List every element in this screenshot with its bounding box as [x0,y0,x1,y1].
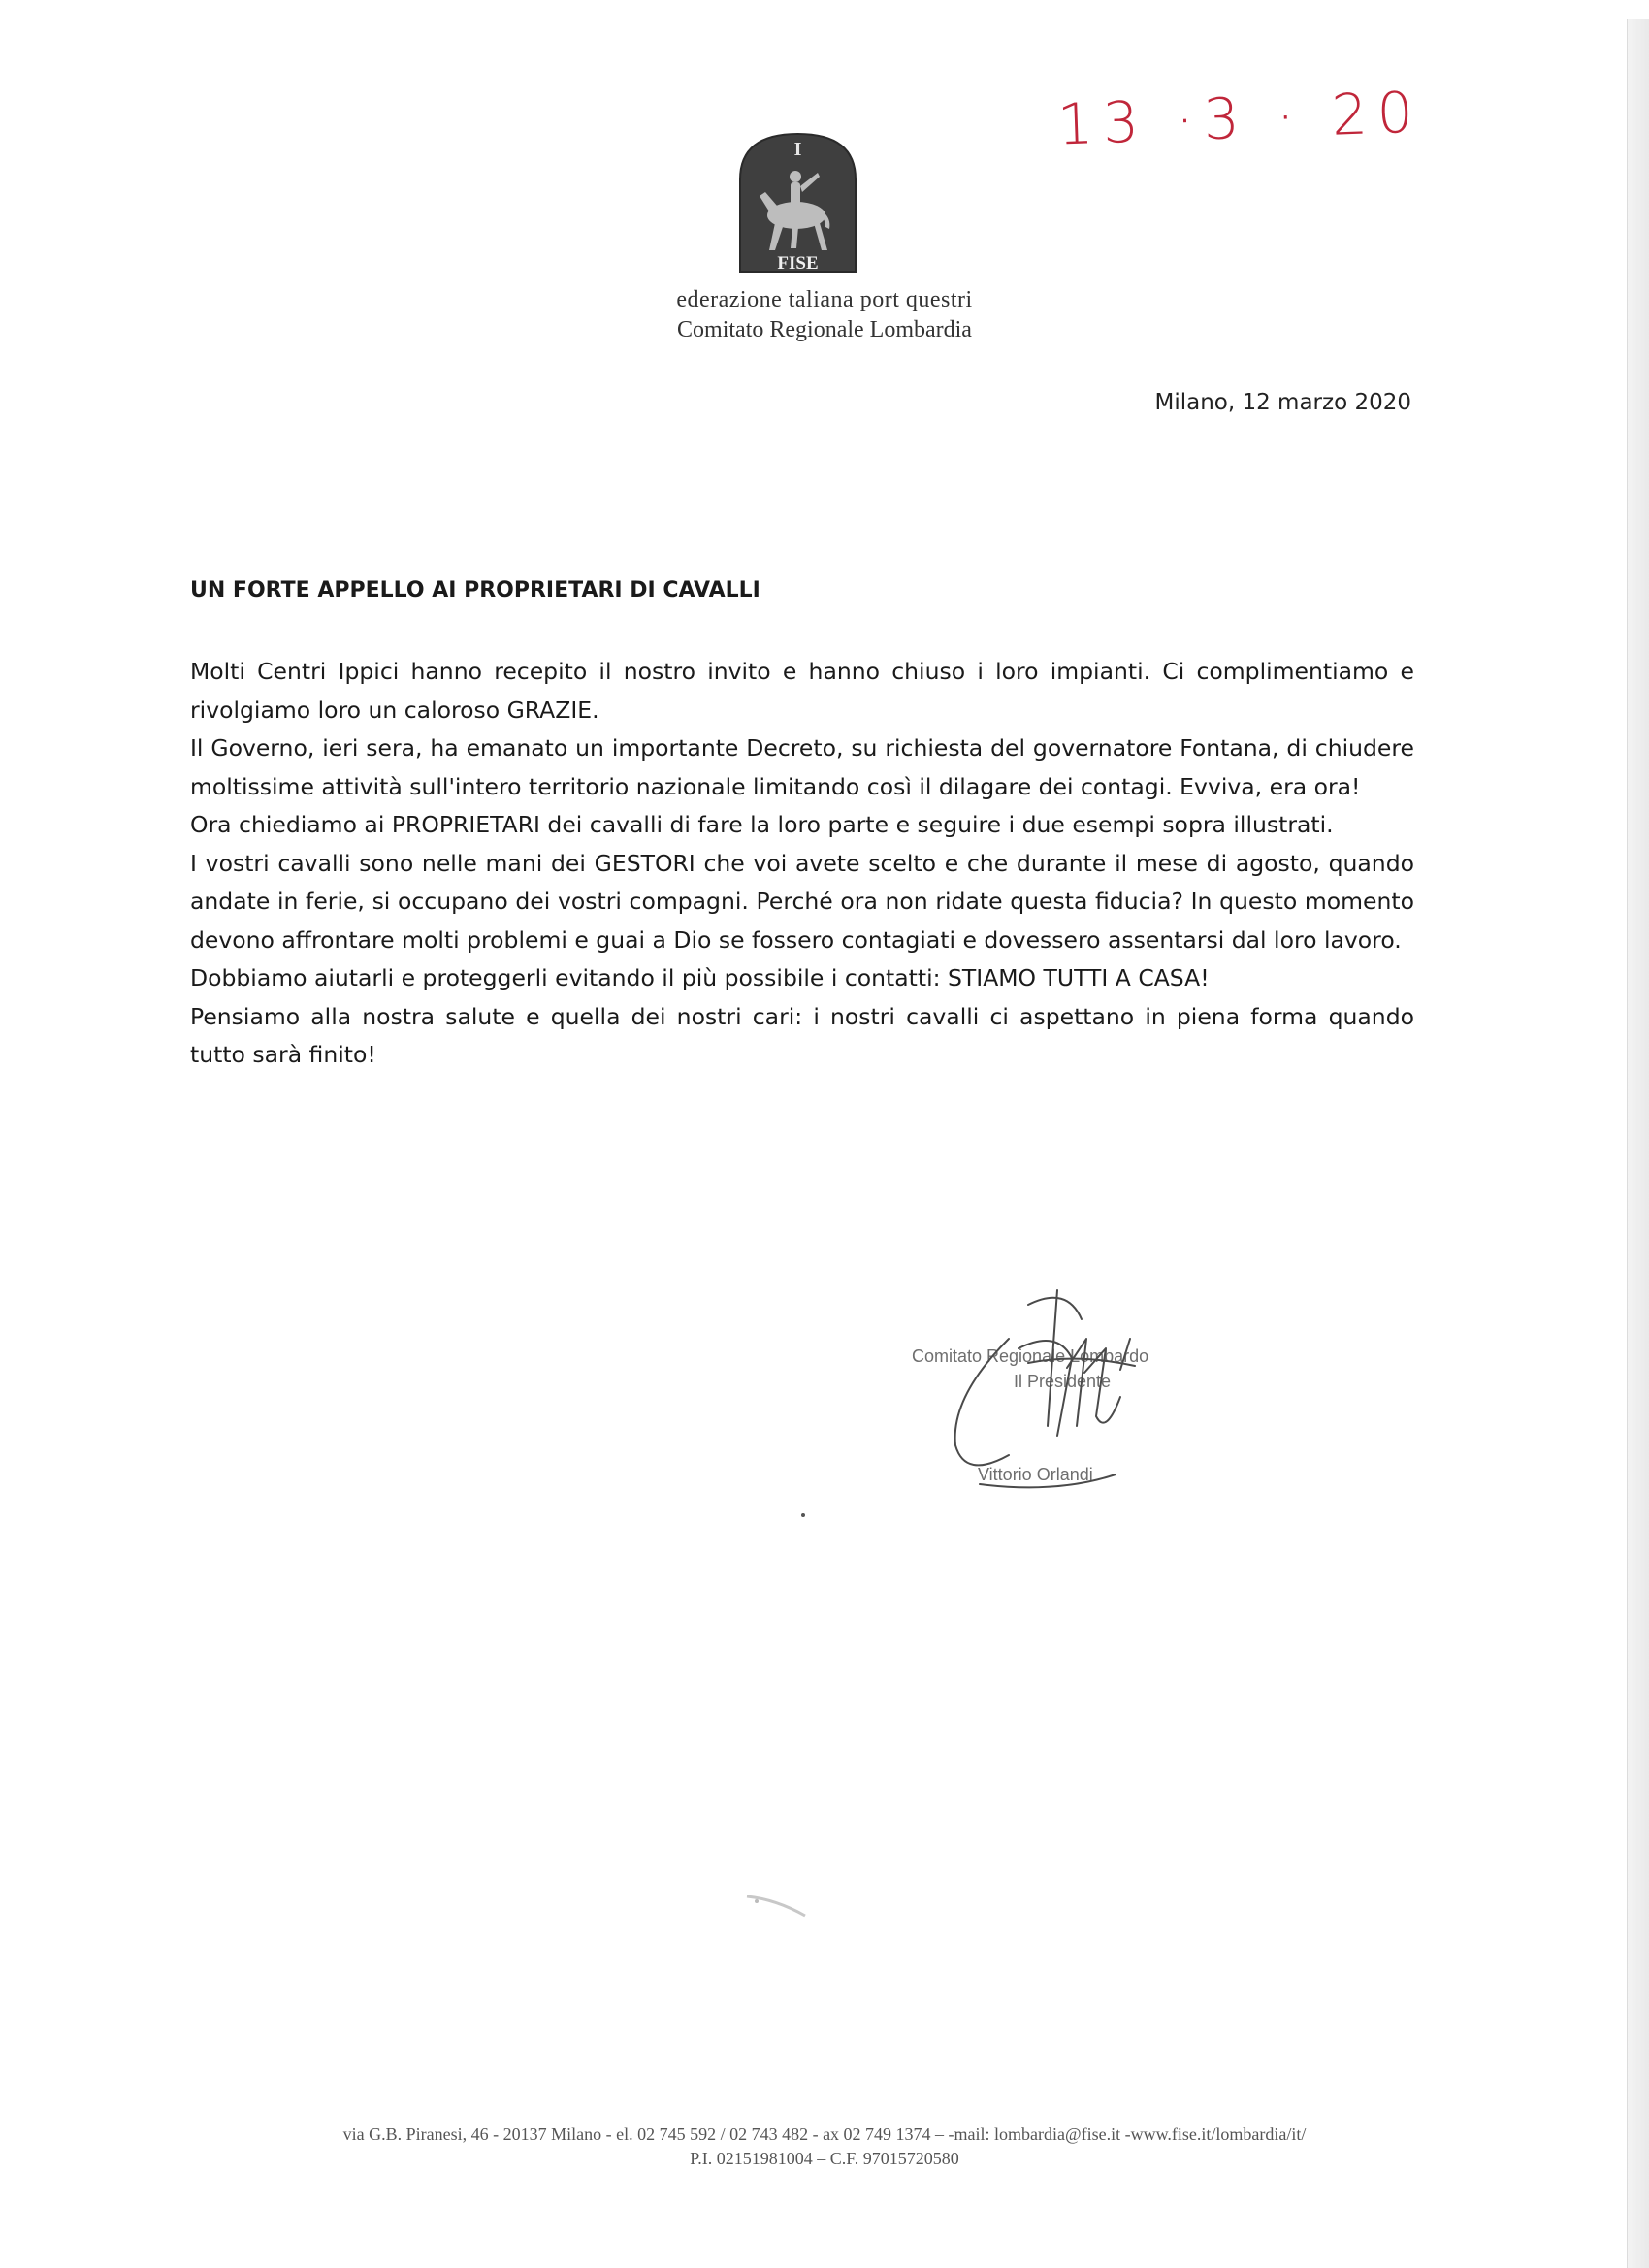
body-paragraph: Dobbiamo aiutarli e proteggerli evitando il più possibile i contatti: STIAMO TUTTI A CASA! [190,964,1210,991]
handwritten-signature [912,1280,1222,1504]
footer-address: via G.B. Piranesi, 46 - 20137 Milano - el. 02 745 592 / 02 743 482 - ax 02 749 1374 – -mail: lombardia@fise.it -www.fise.it/lombardia/it/ [342,2124,1307,2144]
body-paragraph: Molti Centri Ippici hanno recepito il nostro invito e hanno chiuso i loro impianti. Ci complimentiamo e rivolgiamo loro un caloroso GRAZIE. [190,658,1414,724]
body-paragraph: Ora chiediamo ai PROPRIETARI dei cavalli di fare la loro parte e seguire i due esempi sopra illustrati. [190,811,1334,838]
stamp-name: Vittorio Orlandi [978,1465,1093,1484]
fise-logo [732,126,863,281]
body-paragraph: Pensiamo alla nostra salute e quella dei nostri cari: i nostri cavalli ci aspettano in piena forma quando tutto sarà finito! [190,1002,1414,1068]
stamp-committee: Comitato Regionale Lombardo [912,1346,1149,1366]
letter-body [190,653,1414,1075]
handwritten-date: 13 ·3 · 20 [1055,79,1424,158]
footer-tax: P.I. 02151981004 – C.F. 97015720580 [690,2149,959,2168]
org-committee: Comitato Regionale Lombardia [677,317,972,342]
stamp-role: Il Presidente [1014,1372,1112,1391]
org-name: ederazione taliana port questri [676,287,973,312]
logo-mark: I [793,139,802,160]
letter-title: UN FORTE APPELLO AI PROPRIETARI DI CAVALLI [190,578,760,602]
letter-date: Milano, 12 marzo 2020 [1154,390,1411,415]
scan-edge [1627,19,1649,2268]
body-paragraph: Il Governo, ieri sera, ha emanato un importante Decreto, su richiesta del governatore Fontana, di chiudere moltissime attività sull'intero territorio nazionale limitando così il dilagare dei contagi. Evviva, era ora! [190,734,1414,800]
signature-block [912,1280,1222,1504]
logo-text: FISE [777,253,819,274]
body-paragraph: I vostri cavalli sono nelle mani dei GESTORI che voi avete scelto e che durante il mese di agosto, quando andate in ferie, si occupano dei vostri compagni. Perché ora non ridate questa fiducia? In questo momento devono affrontare molti problemi e guai a Dio se fossero contagiati e dovessero assentarsi dal loro lavoro. [190,849,1414,954]
